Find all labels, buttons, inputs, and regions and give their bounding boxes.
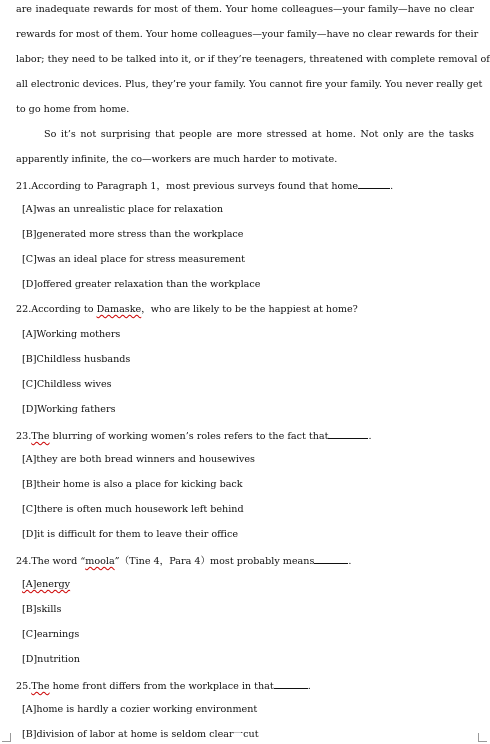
option-text: [A]energy bbox=[22, 579, 71, 590]
question-22-stem bbox=[16, 304, 474, 316]
passage-line: to go home from home. bbox=[16, 104, 130, 115]
spellcheck-word: The bbox=[31, 431, 50, 442]
question-25-option-a: [A]home is hardly a cozier working environment bbox=[22, 704, 258, 715]
passage-line: So it’s not surprising that people are more stressed at home. Not only are the tasks bbox=[44, 129, 474, 140]
question-25-option-b: [B]division of labor at home is seldom clear一cut bbox=[22, 729, 259, 740]
passage-line: all electronic devices. Plus, they’re your family. You cannot fire your family. You never really get bbox=[16, 79, 483, 90]
answer-blank bbox=[274, 679, 308, 689]
question-23-option-d: [D]it is difficult for them to leave their office bbox=[22, 529, 239, 540]
spellcheck-word: Damaske bbox=[96, 304, 142, 315]
question-text: ”（Tine 4，Para 4）most probably means bbox=[114, 556, 315, 567]
passage-line: apparently infinite, the co—workers are much harder to motivate. bbox=[16, 154, 338, 165]
spellcheck-word: moola bbox=[85, 556, 115, 567]
question-24-stem bbox=[16, 554, 474, 568]
question-24-option-b: [B]skills bbox=[22, 604, 62, 615]
passage-line: rewards for most of them. Your home colleagues—your family—have no clear rewards for their bbox=[16, 29, 479, 40]
question-21-option-d: [D]offered greater relaxation than the workplace bbox=[22, 279, 261, 290]
question-23-option-a: [A]they are both bread winners and housewives bbox=[22, 454, 255, 465]
page-corner-mark bbox=[478, 733, 487, 742]
question-text: 21.According to Paragraph 1，most previous surveys found that home bbox=[16, 181, 359, 192]
page-corner-mark bbox=[2, 733, 11, 742]
answer-blank bbox=[314, 554, 348, 564]
question-21-option-a: [A]was an unrealistic place for relaxation bbox=[22, 204, 224, 215]
question-text: 25. bbox=[16, 681, 32, 692]
question-24-option-d: [D]nutrition bbox=[22, 654, 80, 665]
question-21-option-b: [B]generated more stress than the workplace bbox=[22, 229, 244, 240]
question-23-stem bbox=[16, 429, 474, 443]
answer-blank bbox=[328, 429, 368, 439]
question-text: blurring of working women’s roles refers to the fact that bbox=[49, 431, 329, 442]
answer-blank bbox=[358, 179, 390, 189]
question-22-option-c: [C]Childless wives bbox=[22, 379, 112, 390]
question-text: 23. bbox=[16, 431, 32, 442]
question-punct: . bbox=[368, 431, 372, 442]
question-punct: . bbox=[348, 556, 352, 567]
question-22-option-b: [B]Childless husbands bbox=[22, 354, 131, 365]
question-text: 24.The word “ bbox=[16, 556, 86, 567]
question-21-stem bbox=[16, 179, 474, 193]
question-21-option-c: [C]was an ideal place for stress measurement bbox=[22, 254, 246, 265]
passage-line: are inadequate rewards for most of them. Your home colleagues—your family—have no clear bbox=[16, 4, 474, 15]
question-23-option-b: [B]their home is also a place for kicking back bbox=[22, 479, 243, 490]
question-22-option-d: [D]Working fathers bbox=[22, 404, 116, 415]
question-24-option-c: [C]earnings bbox=[22, 629, 80, 640]
question-punct: . bbox=[307, 681, 311, 692]
passage-line: labor; they need to be talked into it, or if they’re teenagers, threatened with complete removal of bbox=[16, 54, 490, 65]
question-text: home front differs from the workplace in that bbox=[49, 681, 274, 692]
question-text: 22.According to bbox=[16, 304, 97, 315]
question-22-option-a: [A]Working mothers bbox=[22, 329, 121, 340]
question-punct: . bbox=[390, 181, 394, 192]
question-24-option-a bbox=[22, 579, 480, 591]
question-text: ，who are likely to be the happiest at home? bbox=[141, 304, 358, 315]
question-25-stem bbox=[16, 679, 474, 693]
spellcheck-word: The bbox=[31, 681, 50, 692]
question-23-option-c: [C]there is often much housework left behind bbox=[22, 504, 244, 515]
